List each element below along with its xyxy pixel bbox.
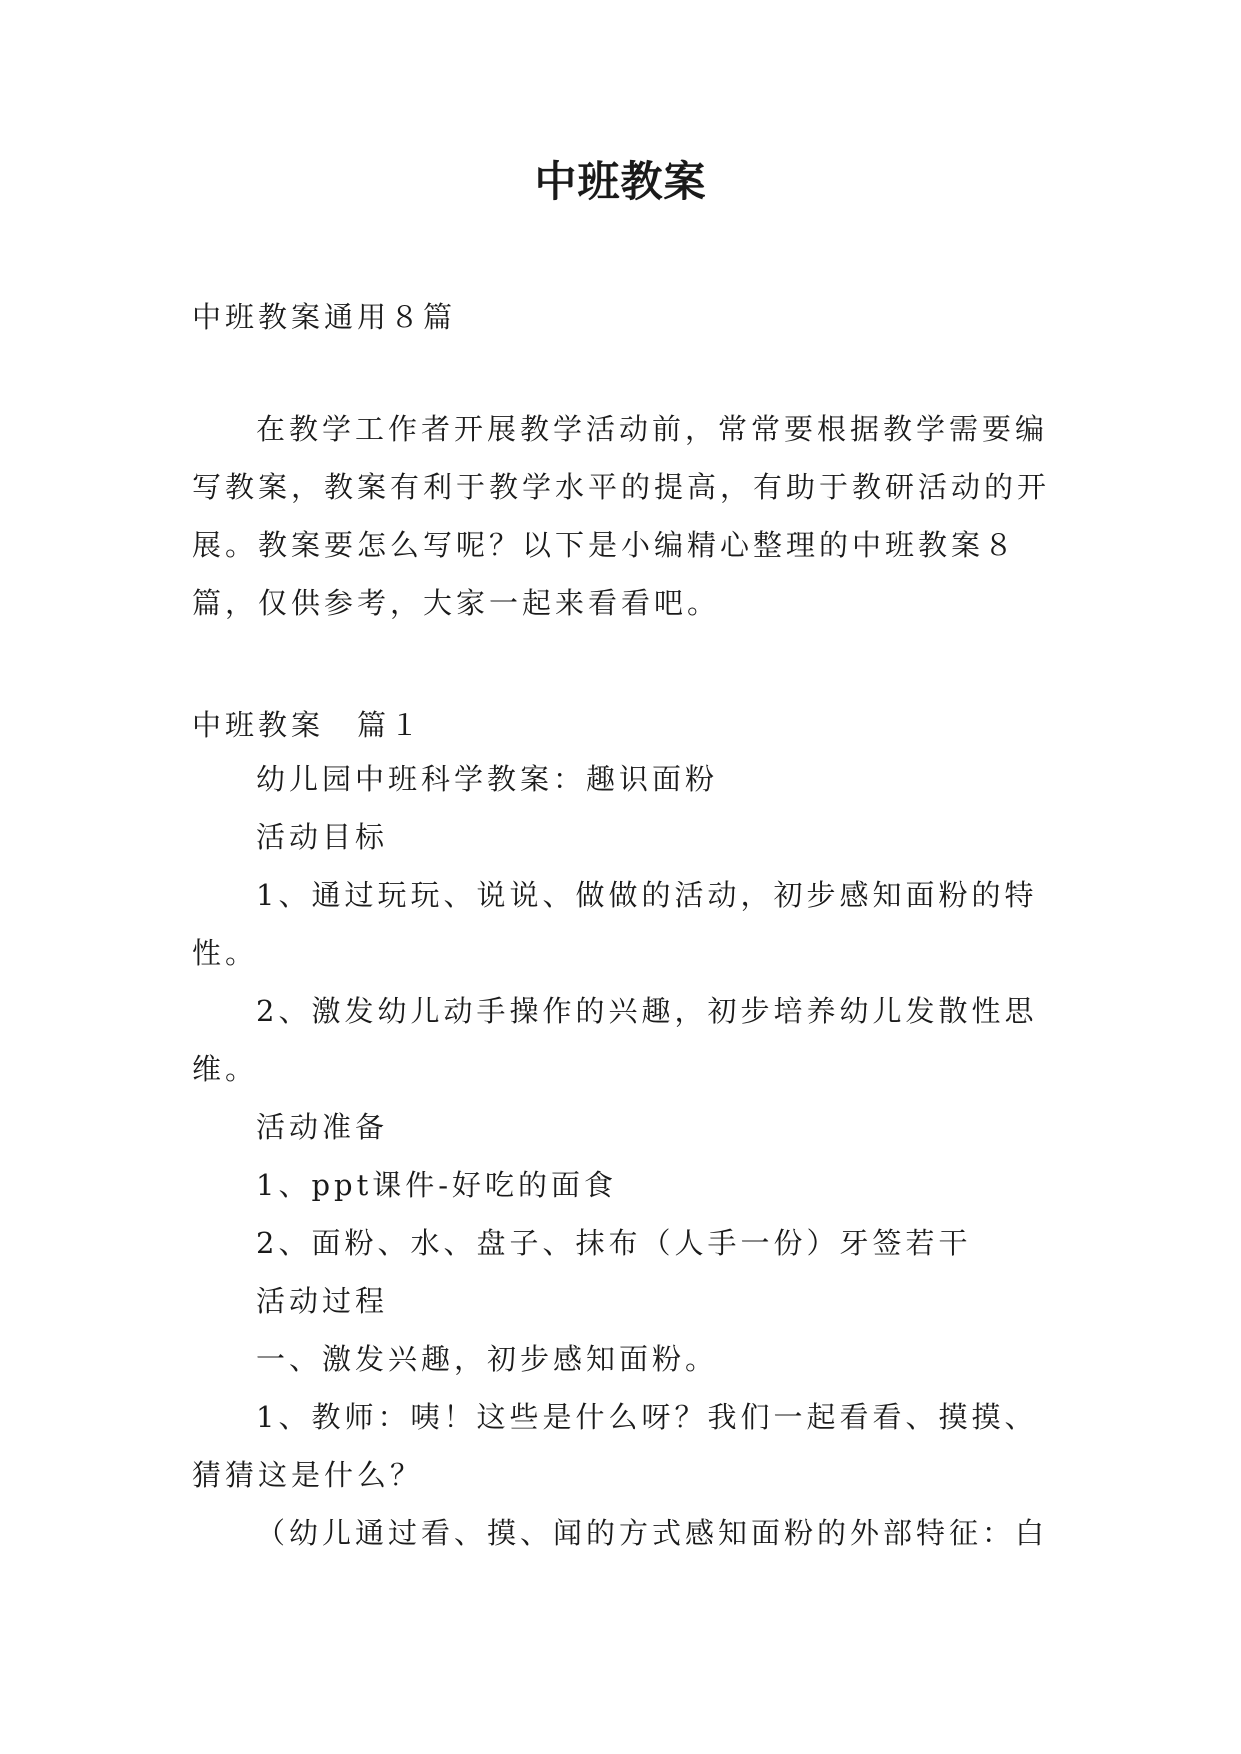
process-step-1: 一、激发兴趣，初步感知面粉。	[256, 1342, 719, 1376]
process-item-1: 1、教师：咦！这些是什么呀？我们一起看看、摸摸、猜猜这是什么？	[192, 1400, 1038, 1492]
section-body	[192, 750, 1052, 1562]
document-subtitle: 中班教案通用８篇	[192, 300, 457, 334]
preparation-item-1: 1、ppt课件-好吃的面食	[256, 1168, 618, 1202]
heading-activity-preparation: 活动准备	[256, 1110, 389, 1144]
preparation-item-2: 2、面粉、水、盘子、抹布（人手一份）牙签若干	[256, 1226, 972, 1260]
goal-item-1: 1、通过玩玩、说说、做做的活动，初步感知面粉的特性。	[192, 878, 1038, 970]
document-title: 中班教案	[534, 157, 707, 206]
section-heading: 中班教案 篇１	[192, 708, 424, 742]
lesson-title: 幼儿园中班科学教案：趣识面粉	[256, 762, 719, 796]
heading-activity-process: 活动过程	[256, 1284, 389, 1318]
heading-activity-goals: 活动目标	[256, 820, 389, 854]
intro-paragraph: 在教学工作者开展教学活动前，常常要根据教学需要编写教案，教案有利于教学水平的提高，有助于教研活动的开展。教案要怎么写呢？以下是小编精心整理的中班教案８篇，仅供参考，大家一起来看看吧。	[192, 412, 1051, 620]
process-note: （幼儿通过看、摸、闻的方式感知面粉的外部特征：白	[256, 1516, 1049, 1550]
goal-item-2: 2、激发幼儿动手操作的兴趣，初步培养幼儿发散性思维。	[192, 994, 1038, 1086]
